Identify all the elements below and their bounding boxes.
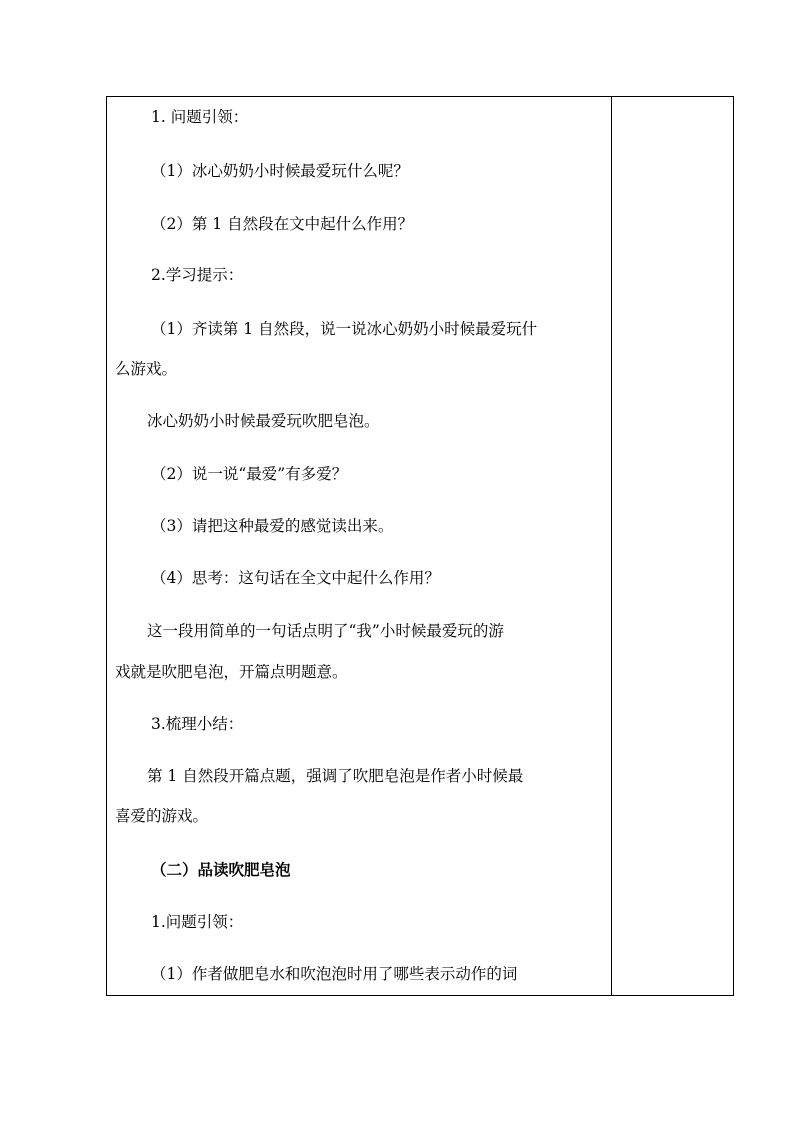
text-line: （1）作者做肥皂水和吹泡泡时用了哪些表示动作的词 bbox=[151, 965, 518, 983]
text-line: （2）说一说“最爱”有多爱？ bbox=[151, 465, 348, 483]
text-line: （1）冰心奶奶小时候最爱玩什么呢？ bbox=[151, 162, 409, 180]
text-line: 这一段用简单的一句话点明了“我”小时候最爱玩的游 bbox=[147, 622, 504, 640]
text-line: 么游戏。 bbox=[115, 360, 178, 378]
lesson-table bbox=[106, 96, 734, 996]
text-line: 冰心奶奶小时候最爱玩吹肥皂泡。 bbox=[147, 412, 380, 430]
text-line: 1.问题引领： bbox=[151, 913, 244, 931]
content-cell bbox=[107, 97, 611, 995]
text-line: 第 1 自然段开篇点题，强调了吹肥皂泡是作者小时候最 bbox=[147, 767, 524, 785]
text-line: （4）思考：这句话在全文中起什么作用？ bbox=[151, 569, 440, 587]
section-heading: （二）品读吹肥皂泡 bbox=[151, 860, 291, 879]
text-line: 戏就是吹肥皂泡，开篇点明题意。 bbox=[115, 663, 348, 681]
text-line: 1. 问题引领： bbox=[151, 108, 249, 126]
text-line: （2）第 1 自然段在文中起什么作用？ bbox=[151, 215, 414, 233]
text-line: 3.梳理小结： bbox=[151, 715, 244, 733]
text-line: （3）请把这种最爱的感觉读出来。 bbox=[151, 517, 394, 535]
text-line: 喜爱的游戏。 bbox=[115, 807, 209, 825]
notes-cell bbox=[612, 97, 733, 995]
text-line: 2.学习提示： bbox=[151, 266, 244, 284]
text-line: （1）齐读第 1 自然段，说一说冰心奶奶小时候最爱玩什 bbox=[151, 320, 538, 338]
